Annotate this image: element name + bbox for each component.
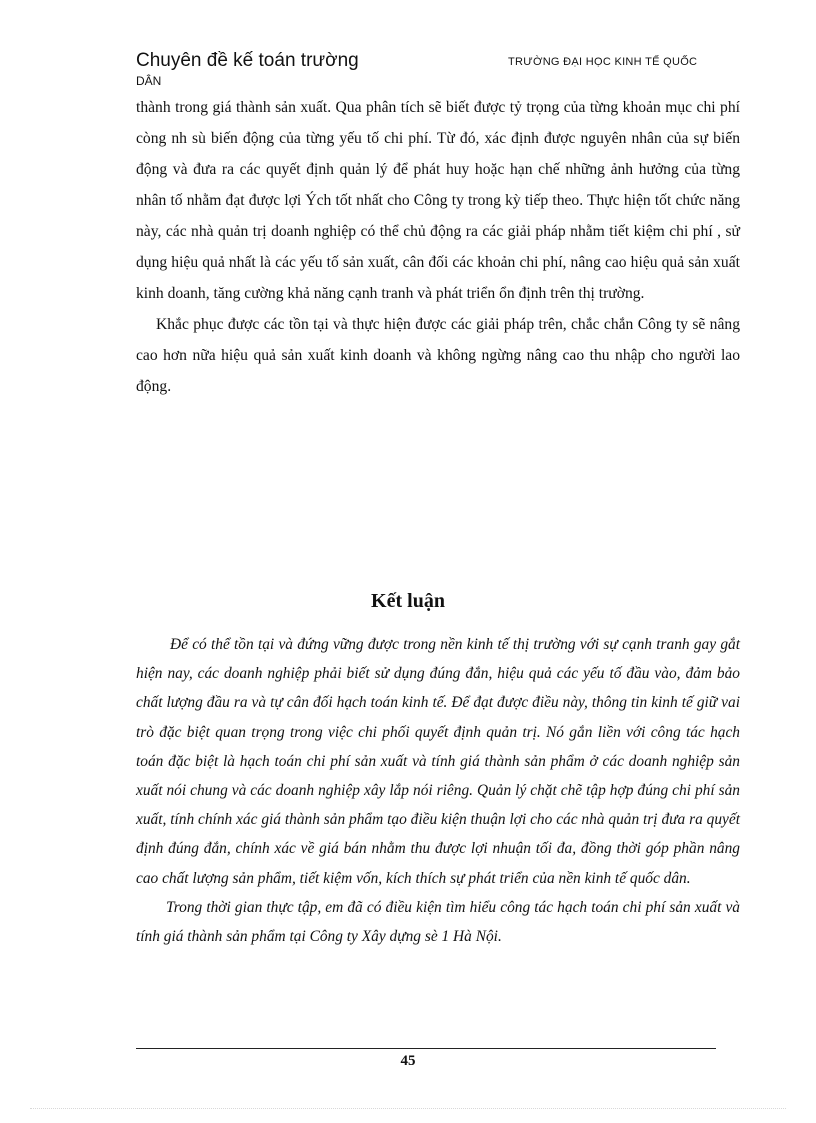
header-university-name: TRƯỜNG ĐẠI HỌC KINH TẾ QUỐC: [508, 56, 698, 68]
header-title-continuation: DÂN: [136, 74, 162, 88]
page-number: 45: [400, 1053, 416, 1069]
body-section: [136, 92, 740, 402]
body-paragraph-1: thành trong giá thành sản xuất. Qua phân tích sẽ biết được tỷ trọng của từng khoản mục chi phí còng nh sù biến động của từng yếu tố chi phí. Từ đó, xác định được nguyên nhân của sự biến động và đưa ra các quyết định quản lý để phát huy hoặc hạn chế những ảnh hưởng của từng nhân tố nhằm đạt được lợi Ých tốt nhất cho Công ty trong kỳ tiếp theo. Thực hiện tốt chức năng này, các nhà quản trị doanh nghiệp có thể chủ động ra các giải pháp nhằm tiết kiệm chi phí , sử dụng hiệu quả nhất là các yếu tố sản xuất, cân đối các khoản chi phí, nâng cao hiệu quả sản xuất kinh doanh, tăng cường khả năng cạnh tranh và phát triển ổn định trên thị trường.: [136, 99, 740, 302]
body-paragraph-2: Khắc phục được các tồn tại và thực hiện được các giải pháp trên, chắc chắn Công ty sẽ nâng cao hơn nữa hiệu quả sản xuất kinh doanh và không ngừng nâng cao thu nhập cho người lao động.: [136, 316, 740, 395]
conclusion-heading: Kết luận: [371, 590, 445, 612]
conclusion-paragraph-2: Trong thời gian thực tập, em đã có điều kiện tìm hiểu công tác hạch toán chi phí sản xuất và tính giá thành sản phẩm tại Công ty Xây dựng sè 1 Hà Nội.: [136, 898, 740, 946]
footer-divider: [136, 1048, 716, 1049]
page-bottom-border: [30, 1108, 786, 1109]
conclusion-paragraph-1: Để có thể tồn tại và đứng vững được trong nền kinh tế thị trường với sự cạnh tranh gay gắt hiện nay, các doanh nghiệp phải biết sử dụng đúng đắn, hiệu quả các yếu tố đầu vào, đảm bảo chất lượng đầu ra và tự cân đối hạch toán kinh tế. Để đạt được điều này, thông tin kinh tế giữ vai trò đặc biệt quan trọng trong việc chi phối quyết định quản trị. Nó gắn liền với công tác hạch toán đặc biệt là hạch toán chi phí sản xuất và tính giá thành sản phẩm ở các doanh nghiệp sản xuất nói chung và các doanh nghiệp xây lắp nói riêng. Quản lý chặt chẽ tập hợp đúng chi phí sản xuất, tính chính xác giá thành sản phẩm tạo điều kiện thuận lợi cho các nhà quản trị đưa ra quyết định đúng đắn, chính xác về giá bán nhằm thu được lợi nhuận tối đa, đồng thời góp phần nâng cao chất lượng sản phẩm, tiết kiệm vốn, kích thích sự phát triển của nền kinh tế quốc dân.: [136, 636, 740, 887]
conclusion-section: [136, 630, 740, 951]
header-document-title: Chuyên đề kế toán trường: [136, 50, 359, 71]
